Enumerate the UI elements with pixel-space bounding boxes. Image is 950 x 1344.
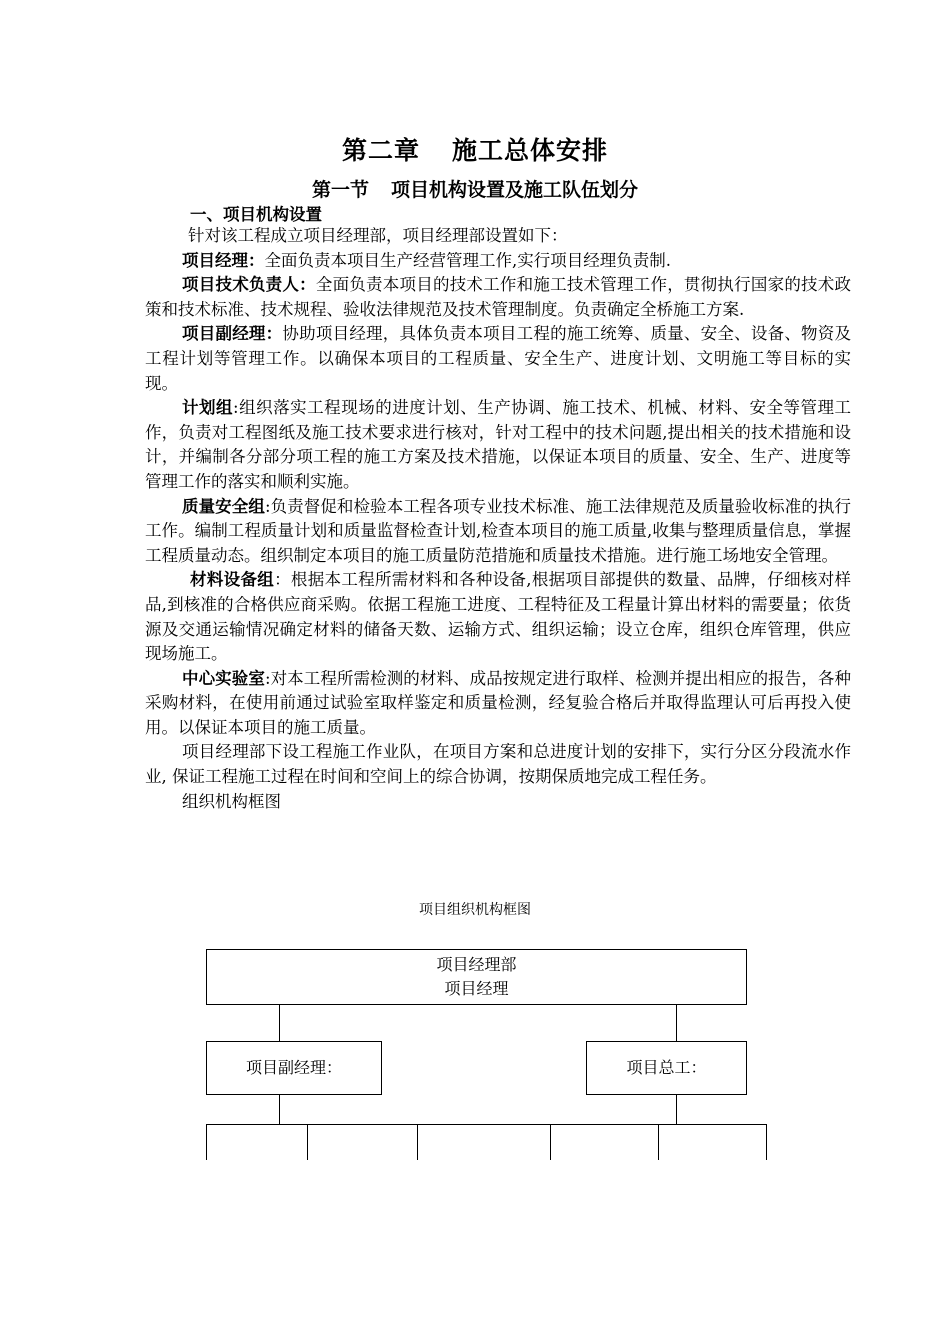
- org-box-line-1: 项目经理部: [436, 955, 517, 974]
- role-paragraph-planning-group: [145, 396, 851, 494]
- role-text: 全面负责本项目生产经营管理工作,实行项目经理负责制.: [264, 250, 671, 270]
- org-box-label: 项目总工：: [626, 1058, 707, 1077]
- role-separator: :: [264, 496, 271, 516]
- org-box-label: 项目副经理：: [245, 1058, 342, 1077]
- branch-drop: [766, 1124, 767, 1160]
- subsection-heading: 一、项目机构设置: [190, 205, 322, 224]
- chapter-number: 第二章: [341, 136, 420, 165]
- role-separator: ：: [248, 250, 265, 270]
- role-separator: :: [233, 398, 239, 418]
- role-separator: :: [264, 668, 271, 688]
- role-term: 计划组: [182, 398, 234, 418]
- connector-line: [279, 1004, 280, 1041]
- branch-bar: [206, 1124, 767, 1125]
- role-text: 协助项目经理，具体负责本项目工程的施工统筹、质量、安全、设备、物资及工程计划等管理工作。以确保本项目的工程质量、安全生产、进度计划、文明施工等目标的实现。: [145, 324, 852, 393]
- branch-drop: [658, 1124, 659, 1160]
- chart-label: 组织机构框图: [182, 791, 281, 811]
- intro-paragraph: 针对该工程成立项目经理部，项目经理部设置如下：: [188, 226, 568, 245]
- closing-paragraph: 项目经理部下设工程施工作业队，在项目方案和总进度计划的安排下，实行分区分段流水作业, 保证工程施工过程在时间和空间上的综合协调，按期保质地完成工程任务。: [145, 742, 851, 787]
- role-term: 项目技术负责人: [182, 275, 300, 295]
- section-title: [0, 175, 950, 202]
- role-paragraph-technical-lead: [145, 273, 851, 322]
- org-box-line-2: 项目经理: [444, 979, 509, 998]
- connector-line: [676, 1094, 677, 1124]
- branch-drop: [206, 1124, 207, 1160]
- chapter-name: 施工总体安排: [452, 136, 609, 165]
- branch-drop: [550, 1124, 551, 1160]
- role-text: 负责督促和检验本工程各项专业技术标准、施工法律规范及质量验收标准的执行工作。编制工程质量计划和质量监督检查计划,检查本项目的施工质量,收集与整理质量信息，掌握工程质量动态。组织制定本项目的施工质量防范措施和质量技术措施。进行施工场地安全管理。: [145, 496, 852, 565]
- org-box-chief-engineer: [586, 1041, 747, 1095]
- role-text: 根据本工程所需材料和各种设备,根据项目部提供的数量、品牌，仔细核对样品,到核准的合格供应商采购。依据工程施工进度、工程特征及工程量计算出材料的需要量；依货源及交通运输情况确定材料的储备天数、运输方式、组织运输；设立仓库，组织仓库管理，供应现场施工。: [145, 570, 852, 664]
- role-paragraph-quality-safety-group: [145, 495, 851, 569]
- role-term: 中心实验室: [182, 668, 265, 688]
- branch-drop: [307, 1124, 308, 1160]
- role-separator: ：: [299, 275, 316, 295]
- branch-drop: [417, 1124, 418, 1160]
- org-box-deputy-manager: [206, 1041, 382, 1095]
- section-number: 第一节: [311, 179, 369, 201]
- connector-line: [676, 1004, 677, 1041]
- connector-line: [279, 1094, 280, 1124]
- role-paragraph-materials-group: [145, 568, 851, 666]
- org-chart-caption: 项目组织机构框图: [419, 902, 531, 918]
- role-term: 材料设备组: [190, 570, 275, 590]
- role-text: 对本工程所需检测的材料、成品按规定进行取样、检测并提出相应的报告，各种采购材料，在使用前通过试验室取样鉴定和质量检测，经复验合格后并取得监理认可后再投入使用。以保证本项目的施工质量。: [145, 668, 852, 737]
- role-text: 全面负责本项目的技术工作和施工技术管理工作，贯彻执行国家的技术政策和技术标准、技术规程、验收法律规范及技术管理制度。负责确定全桥施工方案.: [145, 275, 852, 319]
- role-paragraph-central-lab: [145, 667, 851, 741]
- role-paragraph-project-manager: [145, 249, 851, 274]
- chapter-title: [0, 131, 950, 167]
- role-term: 项目副经理: [182, 324, 266, 344]
- role-text: 组织落实工程现场的进度计划、生产协调、施工技术、机械、材料、安全等管理工作，负责对工程图纸及施工技术要求进行核对，针对工程中的技术问题,提出相关的技术措施和设计，并编制各分部分项工程的施工方案及技术措施，以保证本项目的质量、安全、生产、进度等管理工作的落实和顺利实施。: [145, 398, 852, 491]
- role-term: 质量安全组: [182, 496, 265, 516]
- role-separator: ：: [274, 570, 291, 590]
- org-box-project-department: [206, 949, 747, 1005]
- section-name: 项目机构设置及施工队伍划分: [391, 179, 639, 201]
- role-paragraph-deputy-manager: [145, 322, 851, 396]
- role-term: 项目经理: [182, 250, 248, 270]
- body-text: [145, 224, 851, 814]
- role-separator: ：: [265, 324, 283, 344]
